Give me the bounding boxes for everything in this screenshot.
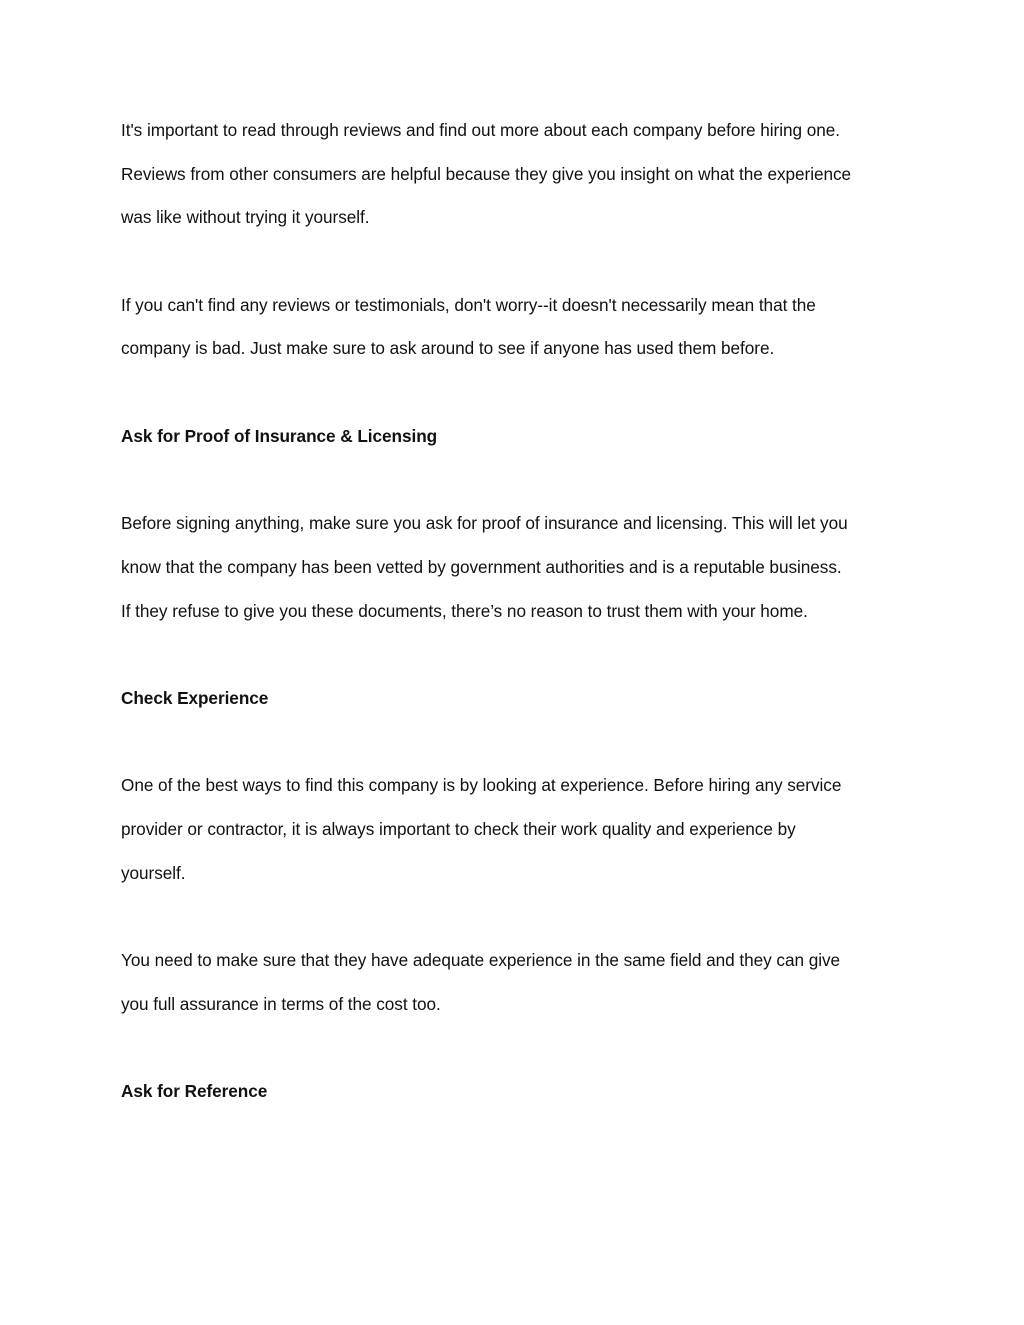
paragraph-spacer — [121, 633, 921, 677]
text-line: One of the best ways to find this company is by looking at experience. Before hiring any service — [121, 775, 842, 796]
section-heading-insurance: Ask for Proof of Insurance & Licensing — [121, 425, 438, 446]
section-heading-experience: Check Experience — [121, 687, 269, 708]
text-line: If they refuse to give you these documents, there’s no reason to trust them with your home. — [121, 600, 808, 621]
text-line: yourself. — [121, 862, 186, 883]
text-line: Before signing anything, make sure you ask for proof of insurance and licensing. This will let you — [121, 513, 848, 534]
text-line: You need to make sure that they have adequate experience in the same field and they can give — [121, 950, 841, 971]
paragraph-spacer — [121, 240, 921, 284]
paragraph-spacer — [121, 371, 921, 415]
paragraph-spacer — [121, 1026, 921, 1070]
text-line: company is bad. Just make sure to ask around to see if anyone has used them before. — [121, 338, 775, 359]
paragraph-no-reviews — [121, 284, 921, 371]
document-body — [121, 109, 921, 1114]
text-line: It's important to read through reviews and find out more about each company before hiring one. — [121, 120, 840, 140]
text-line: If you can't find any reviews or testimonials, don't worry--it doesn't necessarily mean that the — [121, 294, 816, 315]
paragraph-experience — [121, 764, 921, 895]
paragraph-spacer — [121, 895, 921, 939]
paragraph-insurance — [121, 502, 921, 633]
text-line: you full assurance in terms of the cost too. — [121, 993, 441, 1014]
text-line: provider or contractor, it is always important to check their work quality and experience by — [121, 819, 796, 839]
paragraph-spacer — [121, 459, 921, 503]
paragraph-spacer — [121, 721, 921, 765]
text-line: Reviews from other consumers are helpful because they give you insight on what the experience — [121, 163, 852, 184]
paragraph-reviews-importance — [121, 109, 921, 240]
text-line: know that the company has been vetted by government authorities and is a reputable business. — [121, 556, 842, 577]
text-line: was like without trying it yourself. — [121, 207, 370, 228]
paragraph-adequate-experience — [121, 939, 921, 1026]
section-heading-reference: Ask for Reference — [121, 1081, 268, 1102]
